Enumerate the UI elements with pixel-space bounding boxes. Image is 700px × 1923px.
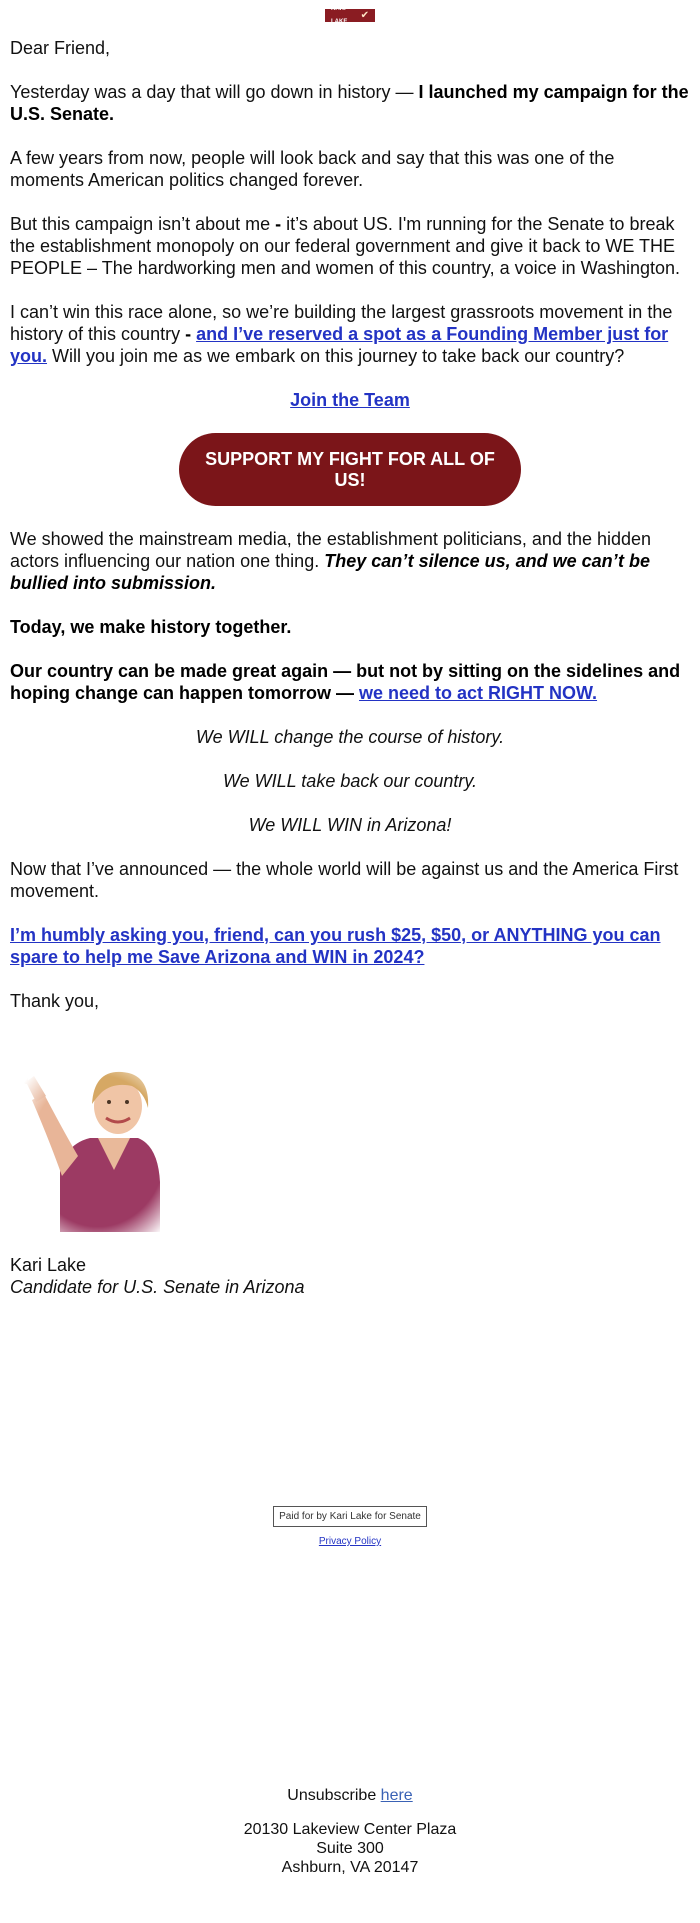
signature-name: Kari Lake — [10, 1255, 87, 1275]
campaign-logo[interactable] — [325, 5, 375, 25]
paragraph-today-bold: Today, we make history together. — [10, 617, 292, 637]
signature-title — [10, 1276, 690, 1298]
join-team-link[interactable]: Join the Team — [290, 390, 410, 410]
italic-line-3-text: We WILL WIN in Arizona! — [248, 815, 452, 835]
candidate-photo — [10, 1052, 170, 1232]
paragraph-launch-bold: I launched my campaign for the U.S. Senate. — [10, 82, 689, 124]
italic-line-3 — [10, 814, 690, 836]
signature-title-text: Candidate for U.S. Senate in Arizona — [10, 1277, 305, 1297]
paid-for-disclaimer: Paid for by Kari Lake for Senate — [273, 1506, 427, 1527]
support-fight-button[interactable]: SUPPORT MY FIGHT FOR ALL OF US! — [179, 433, 521, 506]
unsubscribe-row — [10, 1786, 690, 1806]
greeting: Dear Friend, — [10, 38, 111, 58]
paragraph-launch — [10, 81, 690, 125]
cta-wrap — [10, 433, 690, 506]
paragraph-grassroots-dash: - — [185, 324, 197, 344]
italic-line-1 — [10, 726, 690, 748]
paragraph-media — [10, 528, 690, 594]
paragraph-announced: Now that I’ve announced — the whole world will be against us and the America First movement. — [10, 859, 679, 901]
paragraph-grassroots-text-a: I can’t win this race alone, so we’re building the largest grassroots movement in the history of this country — [10, 302, 673, 344]
italic-line-2-text: We WILL take back our country. — [222, 771, 478, 791]
paragraph-media-bold-italic: They can’t silence us, and we can’t be bullied into submission. — [10, 551, 650, 593]
paragraph-great-again — [10, 660, 690, 704]
paragraph-campaign-text-a: But this campaign isn’t about me — [10, 214, 276, 234]
paragraph-media-text: We showed the mainstream media, the establishment politicians, and the hidden actors influencing our nation one thing. — [10, 529, 652, 571]
paid-for-wrap — [10, 1506, 690, 1527]
unsubscribe-link[interactable]: here — [380, 1787, 413, 1804]
privacy-policy-link[interactable]: Privacy Policy — [318, 1536, 382, 1547]
candidate-photo-image — [10, 1052, 170, 1232]
mailing-address — [10, 1820, 690, 1877]
header-logo-bar — [10, 0, 690, 25]
founding-member-link[interactable]: and I’ve reserved a spot as a Founding Member just for you. — [10, 324, 669, 366]
address-line-1: 20130 Lakeview Center Plaza — [243, 1821, 457, 1838]
closing: Thank you, — [10, 991, 100, 1011]
act-now-link[interactable]: we need to act RIGHT NOW. — [359, 683, 598, 703]
donation-ask — [10, 924, 690, 968]
paragraph-grassroots-text-b: Will you join me as we embark on this journey to take back our country? — [47, 346, 625, 366]
paragraph-today — [10, 616, 690, 638]
logo-v-icon: ✔ — [360, 10, 369, 21]
join-team-row — [10, 389, 690, 411]
donation-ask-link[interactable]: I’m humbly asking you, friend, can you rush $25, $50, or ANYTHING you can spare to help me Save Arizona and WIN in 2024? — [10, 925, 661, 967]
paragraph-grassroots — [10, 301, 690, 367]
paragraph-campaign-dash: - — [275, 214, 282, 234]
paragraph-launch-text: Yesterday was a day that will go down in history — — [10, 82, 419, 102]
italic-line-1-text: We WILL change the course of history. — [195, 727, 505, 747]
paragraph-campaign-text-b: it’s about US. I'm running for the Senate to break the establishment monopoly on our federal government and give it back to WE THE PEOPLE – The hardworking men and women of this country, a voice in Washington. — [10, 214, 681, 278]
paragraph-history: A few years from now, people will look back and say that this was one of the moments American politics changed forever. — [10, 148, 615, 190]
privacy-row — [10, 1535, 690, 1548]
italic-line-2 — [10, 770, 690, 792]
paragraph-campaign — [10, 213, 690, 279]
logo-text: KARI LAKE — [331, 5, 348, 25]
address-line-3: Ashburn, VA 20147 — [281, 1859, 419, 1876]
address-line-2: Suite 300 — [316, 1840, 384, 1857]
unsubscribe-text: Unsubscribe — [287, 1787, 381, 1804]
paragraph-great-again-bold: Our country can be made great again — but not by sitting on the sidelines and hoping change can happen tomorrow — — [10, 661, 681, 703]
